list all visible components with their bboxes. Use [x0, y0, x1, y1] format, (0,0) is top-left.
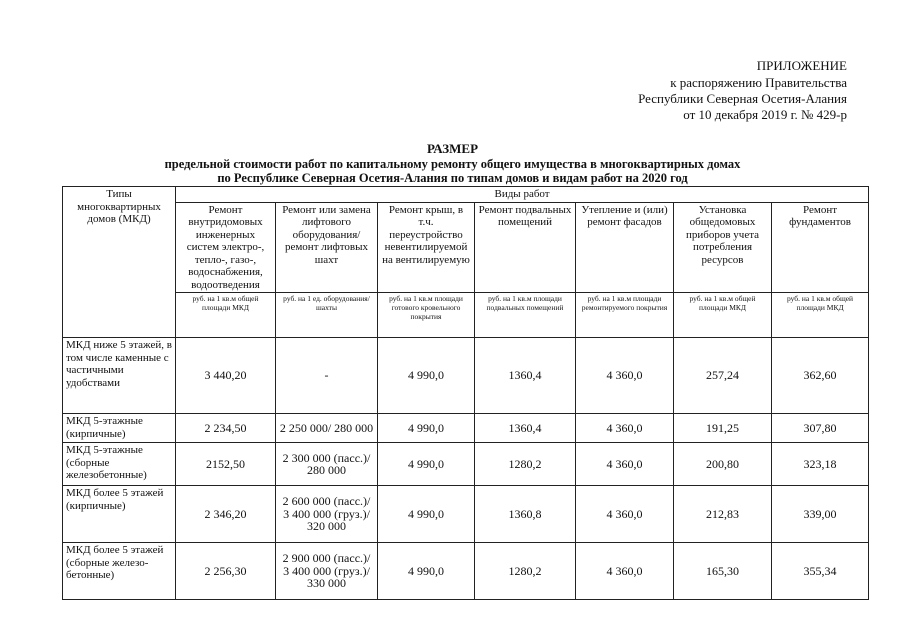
value-cell: 165,30 [674, 543, 772, 600]
appendix-block [638, 58, 847, 123]
value-cell: 4 990,0 [378, 338, 475, 414]
value-cell: 1360,4 [475, 414, 576, 443]
value-cell: 257,24 [674, 338, 772, 414]
house-type-cell: МКД ниже 5 этажей, в том числе каменные с частичными удобствами [63, 338, 176, 414]
value-cell: 2 234,50 [176, 414, 276, 443]
column-header: Ремонт или замена лифтового оборудования/ ремонт лифтовых шахт [276, 202, 378, 293]
value-cell: 1280,2 [475, 543, 576, 600]
column-header: Утепление и (или) ремонт фасадов [576, 202, 674, 293]
unit-cell: руб. на 1 кв.м общей площади МКД [176, 293, 276, 338]
house-type-cell: МКД 5-этажные (сборные железобетонные) [63, 443, 176, 486]
value-cell: 2 250 000/ 280 000 [276, 414, 378, 443]
value-cell: 1360,8 [475, 486, 576, 543]
unit-cell: руб. на 1 кв.м общей площади МКД [772, 293, 869, 338]
value-cell: 4 360,0 [576, 543, 674, 600]
value-cell: 2 600 000 (пасс.)/ 3 400 000 (груз.)/ 320 000 [276, 486, 378, 543]
value-cell: 4 990,0 [378, 543, 475, 600]
appendix-line: к распоряжению Правительства [670, 75, 847, 90]
column-header: Ремонт внутридомовых инженерных систем электро-, тепло-, газо-, водоснабжения, водоотведения [176, 202, 276, 293]
appendix-line: Республики Северная Осетия-Алания [638, 91, 847, 106]
value-cell: 212,83 [674, 486, 772, 543]
unit-cell: руб. на 1 кв.м площади подвальных помещений [475, 293, 576, 338]
unit-cell: руб. на 1 кв.м площади готового кровельного покрытия [378, 293, 475, 338]
value-cell: 191,25 [674, 414, 772, 443]
document-subtitle: по Республике Северная Осетия-Алания по типам домов и видам работ на 2020 год [217, 171, 688, 185]
value-cell: 2 256,30 [176, 543, 276, 600]
value-cell: 1360,4 [475, 338, 576, 414]
appendix-date-line: от 10 декабря 2019 г. № 429-р [683, 107, 847, 122]
house-type-cell: МКД 5-этажные (кирпичные) [63, 414, 176, 443]
value-cell: 323,18 [772, 443, 869, 486]
value-cell: 307,80 [772, 414, 869, 443]
value-cell: 4 990,0 [378, 414, 475, 443]
document-heading [0, 142, 905, 185]
value-cell: 4 360,0 [576, 486, 674, 543]
value-cell: 4 360,0 [576, 338, 674, 414]
house-type-cell: МКД более 5 этажей (сборные железо-бетонные) [63, 543, 176, 600]
value-cell: 4 360,0 [576, 443, 674, 486]
column-header: Ремонт подвальных помещений [475, 202, 576, 293]
value-cell: 4 990,0 [378, 486, 475, 543]
value-cell: 2 346,20 [176, 486, 276, 543]
value-cell: 2 300 000 (пасс.)/ 280 000 [276, 443, 378, 486]
value-cell: 2152,50 [176, 443, 276, 486]
value-cell: 339,00 [772, 486, 869, 543]
unit-cell: руб. на 1 ед. оборудования/ шахты [276, 293, 378, 338]
value-cell: 1280,2 [475, 443, 576, 486]
column-header: Ремонт крыш, в т.ч. переустройство невентилируемой на вентилируемую [378, 202, 475, 293]
value-cell: 4 990,0 [378, 443, 475, 486]
value-cell: 3 440,20 [176, 338, 276, 414]
type-header: Типы многоквартирных домов (МКД) [63, 187, 176, 338]
column-header: Установка общедомовых приборов учета потребления ресурсов [674, 202, 772, 293]
unit-cell: руб. на 1 кв.м площади ремонтируемого покрытия [576, 293, 674, 338]
table-row [63, 543, 869, 600]
document-title: РАЗМЕР [426, 141, 479, 156]
value-cell: 4 360,0 [576, 414, 674, 443]
unit-cell: руб. на 1 кв.м общей площади МКД [674, 293, 772, 338]
value-cell: 355,34 [772, 543, 869, 600]
table-row [63, 338, 869, 414]
rates-table [62, 186, 869, 600]
value-cell: 362,60 [772, 338, 869, 414]
house-type-cell: МКД более 5 этажей (кирпичные) [63, 486, 176, 543]
value-cell: 2 900 000 (пасс.)/ 3 400 000 (груз.)/ 330 000 [276, 543, 378, 600]
table-row [63, 443, 869, 486]
table-row [63, 414, 869, 443]
document-subtitle: предельной стоимости работ по капитальному ремонту общего имущества в многоквартирных домах [164, 157, 741, 171]
appendix-title: ПРИЛОЖЕНИЕ [756, 58, 847, 73]
column-header: Ремонт фундаментов [772, 202, 869, 293]
value-cell: 200,80 [674, 443, 772, 486]
value-cell: - [276, 338, 378, 414]
works-header: Виды работ [176, 187, 869, 203]
table-row [63, 486, 869, 543]
